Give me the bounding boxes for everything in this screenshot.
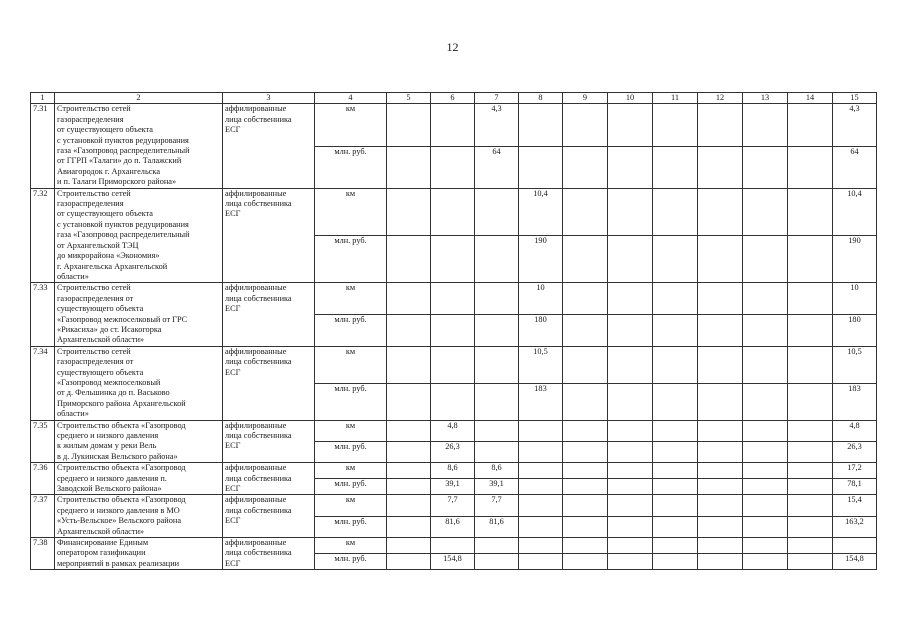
value-cell-col-9 [563, 104, 608, 146]
value-cell-col-7 [475, 346, 519, 383]
value-cell-col-6: 8,6 [431, 463, 475, 479]
value-cell-col-13 [743, 463, 788, 479]
value-cell-col-10 [608, 554, 653, 570]
header-cell: 15 [833, 93, 877, 104]
value-cell-col-12 [698, 104, 743, 146]
value-cell-col-5 [387, 104, 431, 146]
row-description: Строительство сетей газораспределения от существующего объекта «Газопровод межпоселковый от ГРС «Рикасиха» до ст. Исакогорка Архангельской области» [55, 283, 223, 346]
value-cell-col-14 [788, 104, 833, 146]
row-description: Строительство сетей газораспределения от существующего объекта с установкой пунктов редуцирования газа «Газопровод распределительный от Архангельской ТЭЦ до микрорайона «Экономия» г. Архангельска Архангельской области» [55, 188, 223, 283]
value-cell-col-9 [563, 538, 608, 554]
header-cell: 8 [519, 93, 563, 104]
value-cell-col-14 [788, 283, 833, 315]
value-cell-col-13 [743, 441, 788, 462]
value-cell-col-13 [743, 516, 788, 537]
value-cell-col-15: 163,2 [833, 516, 877, 537]
value-cell-col-13 [743, 104, 788, 146]
value-cell-col-14 [788, 383, 833, 420]
value-cell-col-7: 8,6 [475, 463, 519, 479]
value-cell-col-15: 190 [833, 235, 877, 282]
value-cell-col-10 [608, 146, 653, 188]
header-cell: 12 [698, 93, 743, 104]
header-cell: 9 [563, 93, 608, 104]
value-cell-col-8: 190 [519, 235, 563, 282]
header-cell: 13 [743, 93, 788, 104]
value-cell-col-8 [519, 104, 563, 146]
header-cell: 1 [31, 93, 55, 104]
value-cell-col-6 [431, 283, 475, 315]
value-cell-col-11 [653, 420, 698, 441]
value-cell-col-11 [653, 188, 698, 235]
header-cell: 2 [55, 93, 223, 104]
value-cell-col-7: 64 [475, 146, 519, 188]
row-number: 7.38 [31, 538, 55, 570]
value-cell-col-15: 4,8 [833, 420, 877, 441]
value-cell-col-8: 10,4 [519, 188, 563, 235]
value-cell-col-8 [519, 463, 563, 479]
value-cell-col-7 [475, 441, 519, 462]
row-description: Строительство объекта «Газопровод среднего и низкого давления в МО «Усть-Вельское» Вельского района Архангельской области» [55, 495, 223, 538]
value-cell-col-6 [431, 146, 475, 188]
value-cell-col-7 [475, 420, 519, 441]
value-cell-col-12 [698, 383, 743, 420]
value-cell-col-11 [653, 441, 698, 462]
value-cell-col-10 [608, 479, 653, 495]
row-description: Строительство объекта «Газопровод среднего и низкого давления п. Заводской Вельского района» [55, 463, 223, 495]
table-row [31, 283, 877, 315]
row-unit: млн. руб. [315, 479, 387, 495]
value-cell-col-12 [698, 463, 743, 479]
value-cell-col-7: 81,6 [475, 516, 519, 537]
row-unit: км [315, 283, 387, 315]
row-number: 7.33 [31, 283, 55, 346]
value-cell-col-11 [653, 146, 698, 188]
row-description: Строительство сетей газораспределения от существующего объекта «Газопровод межпоселковый от д. Фельшинка до п. Васьково Приморского района Архангельской области» [55, 346, 223, 420]
table-row [31, 495, 877, 516]
value-cell-col-8 [519, 441, 563, 462]
value-cell-col-15: 78,1 [833, 479, 877, 495]
value-cell-col-12 [698, 495, 743, 516]
row-description: Строительство сетей газораспределения от существующего объекта с установкой пунктов редуцирования газа «Газопровод распределительный от ГГРП «Талаги» до п. Талажский Авиагородок г. Архангельска и п. Талаги Приморского района» [55, 104, 223, 188]
value-cell-col-15: 26,3 [833, 441, 877, 462]
value-cell-col-12 [698, 420, 743, 441]
investment-program-table [30, 92, 877, 570]
row-unit: км [315, 495, 387, 516]
value-cell-col-8 [519, 554, 563, 570]
row-customer: аффилированные лица собственника ЕСГ [223, 188, 315, 283]
value-cell-col-8 [519, 495, 563, 516]
header-cell: 3 [223, 93, 315, 104]
value-cell-col-9 [563, 283, 608, 315]
row-number: 7.32 [31, 188, 55, 283]
value-cell-col-7: 39,1 [475, 479, 519, 495]
value-cell-col-6 [431, 188, 475, 235]
table-body [31, 93, 877, 570]
row-customer: аффилированные лица собственника ЕСГ [223, 538, 315, 570]
header-cell: 10 [608, 93, 653, 104]
value-cell-col-12 [698, 315, 743, 347]
value-cell-col-10 [608, 463, 653, 479]
value-cell-col-11 [653, 479, 698, 495]
table-row [31, 538, 877, 554]
value-cell-col-9 [563, 235, 608, 282]
value-cell-col-8: 10 [519, 283, 563, 315]
value-cell-col-10 [608, 104, 653, 146]
value-cell-col-5 [387, 538, 431, 554]
value-cell-col-13 [743, 146, 788, 188]
value-cell-col-15 [833, 538, 877, 554]
value-cell-col-12 [698, 235, 743, 282]
row-unit: млн. руб. [315, 554, 387, 570]
value-cell-col-7 [475, 283, 519, 315]
value-cell-col-7: 4,3 [475, 104, 519, 146]
value-cell-col-15: 154,8 [833, 554, 877, 570]
value-cell-col-5 [387, 383, 431, 420]
value-cell-col-8: 10,5 [519, 346, 563, 383]
value-cell-col-7 [475, 538, 519, 554]
value-cell-col-5 [387, 495, 431, 516]
value-cell-col-15: 17,2 [833, 463, 877, 479]
value-cell-col-14 [788, 315, 833, 347]
row-number: 7.34 [31, 346, 55, 420]
value-cell-col-9 [563, 146, 608, 188]
value-cell-col-14 [788, 420, 833, 441]
row-unit: млн. руб. [315, 235, 387, 282]
row-unit: км [315, 188, 387, 235]
value-cell-col-11 [653, 283, 698, 315]
value-cell-col-9 [563, 495, 608, 516]
value-cell-col-5 [387, 146, 431, 188]
row-unit: км [315, 463, 387, 479]
value-cell-col-14 [788, 516, 833, 537]
value-cell-col-7 [475, 554, 519, 570]
value-cell-col-13 [743, 346, 788, 383]
value-cell-col-10 [608, 346, 653, 383]
value-cell-col-9 [563, 516, 608, 537]
value-cell-col-13 [743, 235, 788, 282]
value-cell-col-14 [788, 235, 833, 282]
row-unit: км [315, 538, 387, 554]
value-cell-col-14 [788, 538, 833, 554]
value-cell-col-13 [743, 383, 788, 420]
row-unit: км [315, 346, 387, 383]
value-cell-col-13 [743, 554, 788, 570]
row-unit: км [315, 420, 387, 441]
header-cell: 11 [653, 93, 698, 104]
value-cell-col-15: 10,5 [833, 346, 877, 383]
value-cell-col-6: 81,6 [431, 516, 475, 537]
value-cell-col-13 [743, 495, 788, 516]
row-customer: аффилированные лица собственника ЕСГ [223, 104, 315, 188]
table-row [31, 420, 877, 441]
value-cell-col-14 [788, 554, 833, 570]
row-number: 7.37 [31, 495, 55, 538]
value-cell-col-8: 183 [519, 383, 563, 420]
value-cell-col-10 [608, 235, 653, 282]
value-cell-col-11 [653, 554, 698, 570]
row-unit: млн. руб. [315, 441, 387, 462]
value-cell-col-9 [563, 463, 608, 479]
value-cell-col-12 [698, 479, 743, 495]
value-cell-col-11 [653, 346, 698, 383]
value-cell-col-6 [431, 235, 475, 282]
value-cell-col-7 [475, 383, 519, 420]
value-cell-col-15: 64 [833, 146, 877, 188]
value-cell-col-8 [519, 538, 563, 554]
row-unit: млн. руб. [315, 383, 387, 420]
value-cell-col-15: 183 [833, 383, 877, 420]
value-cell-col-9 [563, 441, 608, 462]
value-cell-col-14 [788, 495, 833, 516]
value-cell-col-9 [563, 315, 608, 347]
value-cell-col-13 [743, 538, 788, 554]
row-customer: аффилированные лица собственника ЕСГ [223, 283, 315, 346]
header-cell: 7 [475, 93, 519, 104]
value-cell-col-13 [743, 283, 788, 315]
value-cell-col-9 [563, 554, 608, 570]
value-cell-col-12 [698, 146, 743, 188]
value-cell-col-9 [563, 420, 608, 441]
value-cell-col-8 [519, 479, 563, 495]
value-cell-col-12 [698, 188, 743, 235]
row-description: Строительство объекта «Газопровод среднего и низкого давления к жилым домам у реки Вель в д. Лукинская Вельского района» [55, 420, 223, 463]
value-cell-col-6: 4,8 [431, 420, 475, 441]
value-cell-col-9 [563, 479, 608, 495]
value-cell-col-14 [788, 463, 833, 479]
value-cell-col-7 [475, 235, 519, 282]
header-cell: 14 [788, 93, 833, 104]
row-number: 7.31 [31, 104, 55, 188]
row-unit: млн. руб. [315, 516, 387, 537]
value-cell-col-12 [698, 554, 743, 570]
value-cell-col-8 [519, 146, 563, 188]
value-cell-col-10 [608, 538, 653, 554]
header-row [31, 93, 877, 104]
value-cell-col-11 [653, 463, 698, 479]
value-cell-col-11 [653, 538, 698, 554]
value-cell-col-10 [608, 441, 653, 462]
value-cell-col-5 [387, 516, 431, 537]
value-cell-col-5 [387, 283, 431, 315]
row-unit: млн. руб. [315, 146, 387, 188]
value-cell-col-10 [608, 495, 653, 516]
table-row [31, 104, 877, 146]
row-unit: км [315, 104, 387, 146]
value-cell-col-11 [653, 516, 698, 537]
value-cell-col-10 [608, 283, 653, 315]
value-cell-col-6 [431, 315, 475, 347]
value-cell-col-11 [653, 315, 698, 347]
value-cell-col-10 [608, 383, 653, 420]
value-cell-col-5 [387, 554, 431, 570]
value-cell-col-7: 7,7 [475, 495, 519, 516]
value-cell-col-5 [387, 235, 431, 282]
value-cell-col-10 [608, 420, 653, 441]
value-cell-col-12 [698, 538, 743, 554]
value-cell-col-7 [475, 315, 519, 347]
value-cell-col-6: 154,8 [431, 554, 475, 570]
value-cell-col-10 [608, 188, 653, 235]
value-cell-col-15: 180 [833, 315, 877, 347]
value-cell-col-6: 26,3 [431, 441, 475, 462]
value-cell-col-5 [387, 479, 431, 495]
header-cell: 6 [431, 93, 475, 104]
value-cell-col-5 [387, 315, 431, 347]
header-cell: 5 [387, 93, 431, 104]
value-cell-col-12 [698, 516, 743, 537]
row-description: Финансирование Единым оператором газификации мероприятий в рамках реализации [55, 538, 223, 570]
value-cell-col-13 [743, 315, 788, 347]
value-cell-col-14 [788, 146, 833, 188]
value-cell-col-8 [519, 516, 563, 537]
value-cell-col-9 [563, 188, 608, 235]
value-cell-col-11 [653, 104, 698, 146]
value-cell-col-10 [608, 315, 653, 347]
value-cell-col-11 [653, 495, 698, 516]
row-customer: аффилированные лица собственника ЕСГ [223, 420, 315, 463]
value-cell-col-14 [788, 441, 833, 462]
value-cell-col-9 [563, 383, 608, 420]
value-cell-col-12 [698, 346, 743, 383]
value-cell-col-5 [387, 441, 431, 462]
table-row [31, 463, 877, 479]
value-cell-col-5 [387, 188, 431, 235]
value-cell-col-7 [475, 188, 519, 235]
value-cell-col-9 [563, 346, 608, 383]
value-cell-col-8: 180 [519, 315, 563, 347]
row-number: 7.35 [31, 420, 55, 463]
value-cell-col-15: 10,4 [833, 188, 877, 235]
page-number: 12 [446, 40, 459, 54]
value-cell-col-10 [608, 516, 653, 537]
value-cell-col-14 [788, 346, 833, 383]
value-cell-col-11 [653, 235, 698, 282]
value-cell-col-12 [698, 283, 743, 315]
value-cell-col-14 [788, 188, 833, 235]
table-row [31, 188, 877, 235]
value-cell-col-13 [743, 420, 788, 441]
value-cell-col-6 [431, 346, 475, 383]
value-cell-col-6: 7,7 [431, 495, 475, 516]
value-cell-col-13 [743, 188, 788, 235]
value-cell-col-5 [387, 463, 431, 479]
value-cell-col-15: 4,3 [833, 104, 877, 146]
table-row [31, 346, 877, 383]
value-cell-col-6: 39,1 [431, 479, 475, 495]
value-cell-col-8 [519, 420, 563, 441]
row-customer: аффилированные лица собственника ЕСГ [223, 463, 315, 495]
value-cell-col-5 [387, 346, 431, 383]
value-cell-col-5 [387, 420, 431, 441]
value-cell-col-13 [743, 479, 788, 495]
row-unit: млн. руб. [315, 315, 387, 347]
value-cell-col-6 [431, 383, 475, 420]
value-cell-col-14 [788, 479, 833, 495]
row-customer: аффилированные лица собственника ЕСГ [223, 346, 315, 420]
value-cell-col-12 [698, 441, 743, 462]
value-cell-col-15: 10 [833, 283, 877, 315]
row-customer: аффилированные лица собственника ЕСГ [223, 495, 315, 538]
value-cell-col-6 [431, 104, 475, 146]
value-cell-col-11 [653, 383, 698, 420]
value-cell-col-15: 15,4 [833, 495, 877, 516]
header-cell: 4 [315, 93, 387, 104]
value-cell-col-6 [431, 538, 475, 554]
row-number: 7.36 [31, 463, 55, 495]
